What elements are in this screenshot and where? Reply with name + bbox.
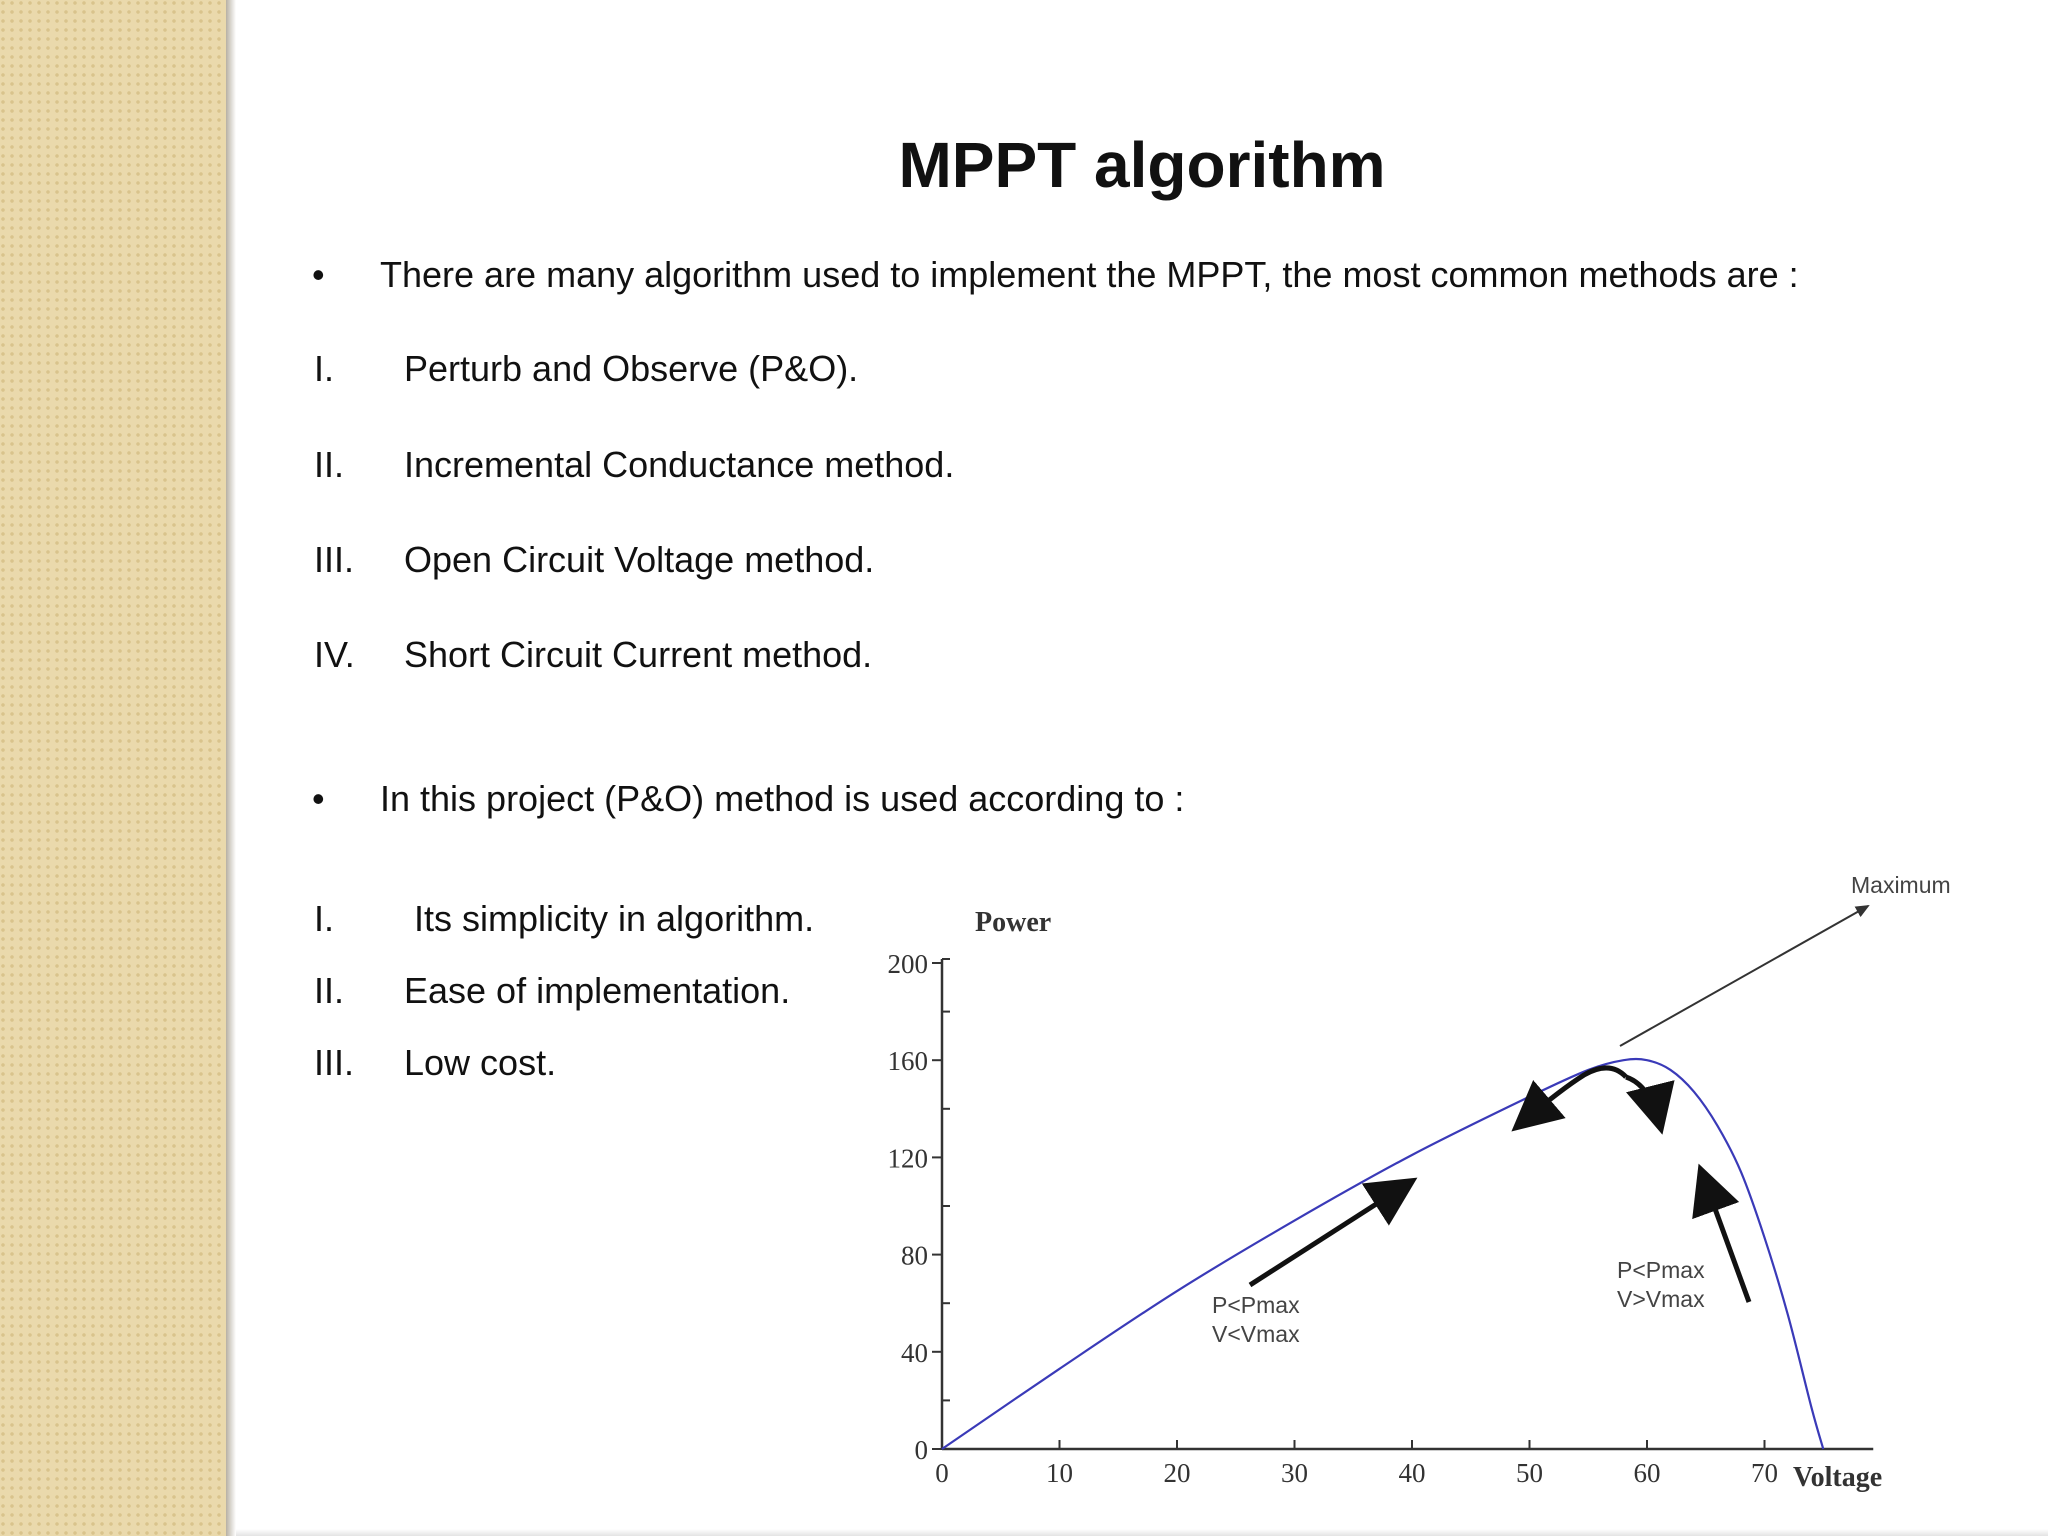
reason-text-3: Low cost. (404, 1042, 557, 1083)
reason-text-2: Ease of implementation. (404, 970, 791, 1011)
method-text-4: Short Circuit Current method. (404, 634, 873, 675)
y-tick-label: 200 (887, 949, 928, 979)
bullet-marker-1: • (312, 254, 325, 295)
x-tick-label: 60 (1633, 1458, 1661, 1488)
y-tick-label: 0 (914, 1435, 928, 1465)
method-text-2: Incremental Conductance method. (404, 444, 955, 485)
x-tick-label: 20 (1163, 1458, 1191, 1488)
descent-arrow (1702, 1173, 1749, 1302)
y-tick-label: 40 (901, 1337, 928, 1368)
method-num-4: IV. (314, 634, 355, 675)
x-axis-title: Voltage (1793, 1462, 1883, 1493)
x-tick-label: 10 (1046, 1458, 1073, 1488)
x-tick-label: 50 (1516, 1458, 1543, 1488)
x-tick-label: 0 (935, 1458, 949, 1488)
left-region-label: V<Vmax (1212, 1321, 1300, 1347)
reason-num-3: III. (314, 1042, 355, 1083)
x-tick-label: 40 (1398, 1458, 1426, 1488)
maximum-label: Maximum (1851, 872, 1951, 898)
method-num-1: I. (314, 348, 335, 389)
bullet-text-2: In this project (P&O) method is used according to : (380, 778, 1185, 819)
climb-arrow (1250, 1183, 1409, 1285)
x-tick-label: 70 (1751, 1458, 1778, 1488)
reason-num-1: I. (314, 898, 335, 939)
method-num-2: II. (314, 444, 345, 485)
chart-series (942, 1059, 1823, 1449)
method-text-1: Perturb and Observe (P&O). (404, 348, 859, 389)
maximum-pointer-arrow (1620, 906, 1868, 1046)
right-region-label: V>Vmax (1617, 1286, 1705, 1312)
y-tick-label: 160 (887, 1046, 928, 1077)
y-axis-title: Power (975, 907, 1052, 938)
series-line-1 (942, 1059, 1823, 1449)
y-tick-label: 80 (901, 1240, 928, 1271)
peak-right-arrow (1626, 1077, 1660, 1125)
chart-annotations (1212, 872, 1951, 1347)
method-text-3: Open Circuit Voltage method. (404, 539, 875, 580)
method-num-3: III. (314, 539, 355, 580)
right-region-label: P<Pmax (1617, 1257, 1705, 1283)
bullet-text-1: There are many algorithm used to implement the MPPT, the most common methods are : (380, 254, 1799, 295)
slide-title: MPPT algorithm (898, 129, 1386, 201)
left-region-label: P<Pmax (1212, 1292, 1300, 1318)
bullet-marker-2: • (312, 778, 325, 819)
x-tick-label: 30 (1281, 1458, 1308, 1488)
y-tick-label: 120 (887, 1143, 928, 1174)
reason-num-2: II. (314, 970, 345, 1011)
reason-text-1: Its simplicity in algorithm. (414, 898, 815, 939)
